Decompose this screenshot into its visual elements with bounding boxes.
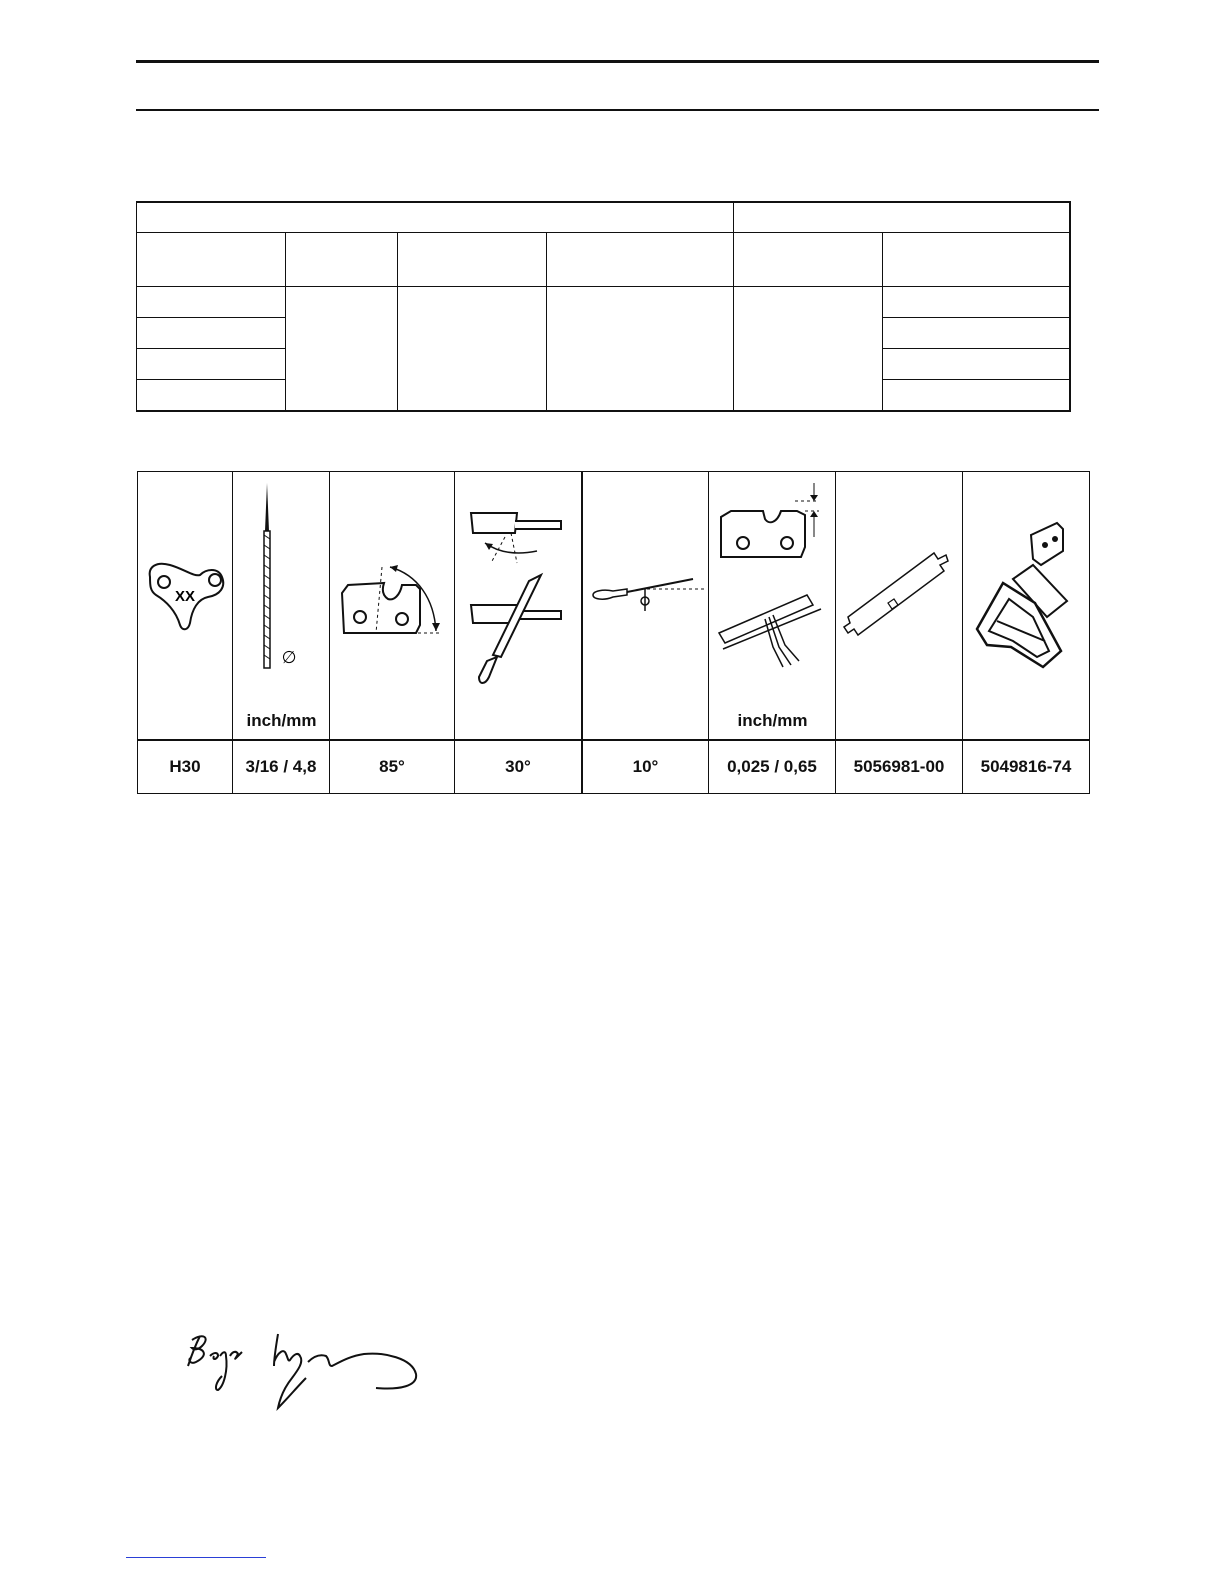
filing-angle-figure — [455, 471, 581, 739]
depth-gauge-figure — [709, 471, 835, 739]
header-rule-top — [136, 60, 1099, 63]
depth-gauge-tool-figure — [836, 471, 962, 739]
chain-link-marking-label: XX — [174, 588, 196, 605]
sharpening-table — [137, 471, 1090, 794]
value-top-plate-angle: 85° — [379, 757, 405, 776]
file-guide-tool-figure — [963, 471, 1089, 739]
value-link-marking: H30 — [169, 757, 201, 776]
value-gauge-tool-part-number: 5056981-00 — [853, 757, 945, 776]
value-file-guide-part-number: 5049816-74 — [980, 757, 1072, 776]
file-diameter-symbol: ∅ — [281, 648, 297, 668]
value-file-diameter: 3/16 / 4,8 — [245, 757, 317, 776]
value-file-holder-angle: 10° — [632, 757, 659, 776]
value-filing-angle: 30° — [505, 757, 531, 776]
header-rule-bottom — [136, 109, 1099, 111]
chain-link-marking-figure — [138, 471, 232, 739]
top-plate-angle-figure — [330, 471, 454, 739]
file-unit-label: inch/mm — [246, 711, 317, 730]
round-file-figure — [233, 471, 329, 739]
file-holder-angle-figure — [583, 471, 708, 739]
handwritten-signature — [180, 1326, 424, 1421]
depth-gauge-unit-label: inch/mm — [737, 711, 808, 730]
footer-link-underline — [126, 1557, 266, 1558]
value-depth-gauge: 0,025 / 0,65 — [727, 757, 817, 776]
spec-grid-table — [136, 201, 1070, 412]
